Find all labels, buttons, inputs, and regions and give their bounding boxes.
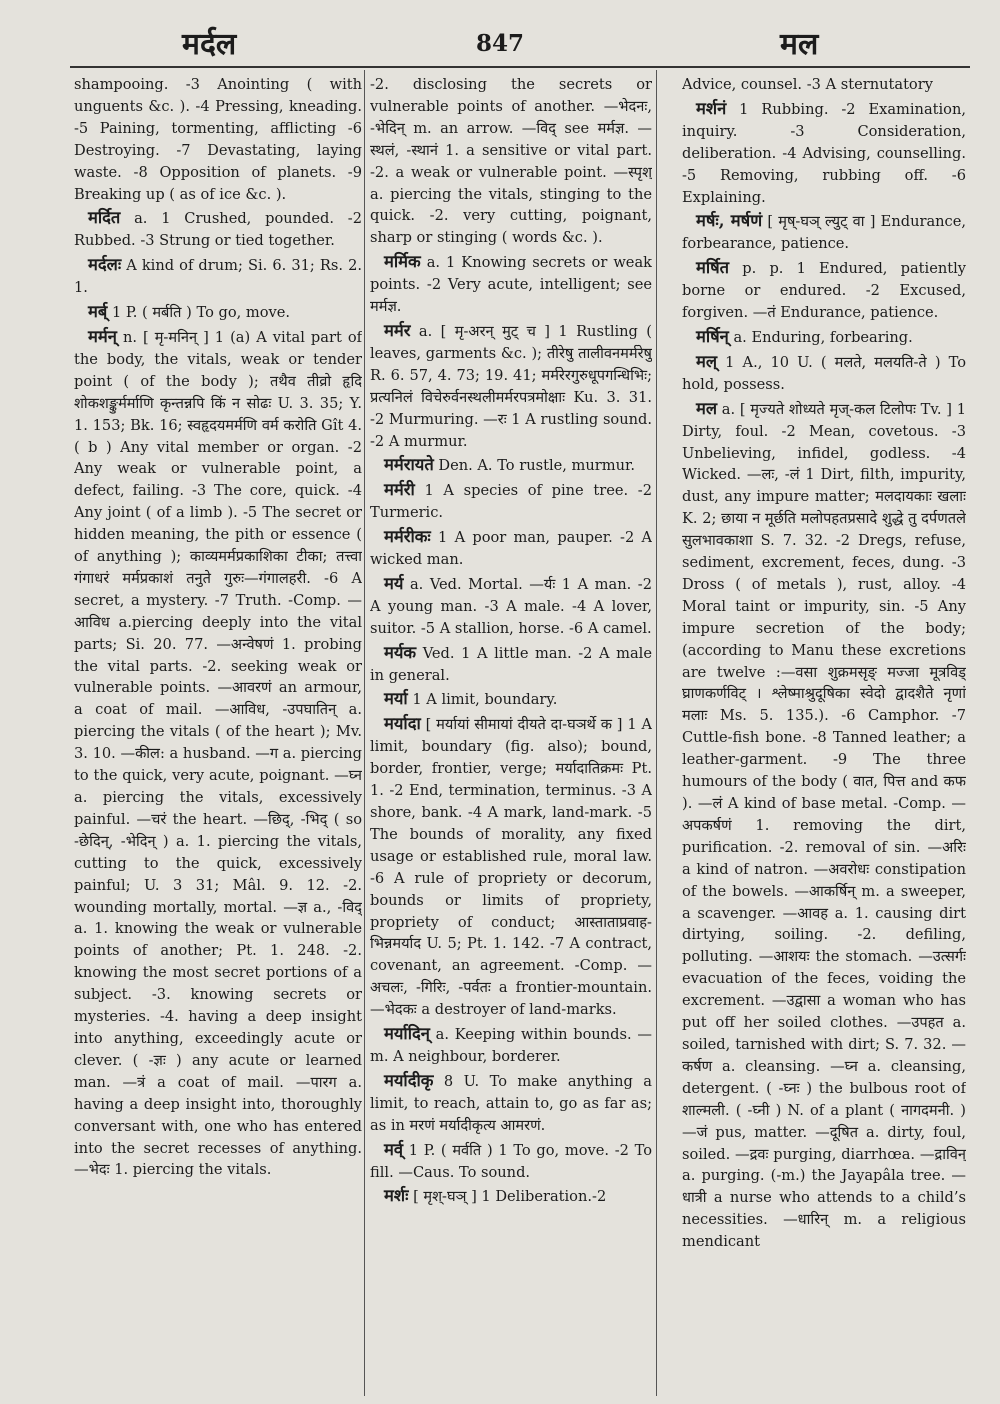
entry-text: -2. disclosing the secrets or vulnerable points of another. —भेदनः, -भेदिन् m. an arrow. —विद् see मर्मज्ञ. —स्थलं, -स्थानं 1. a sensitive or vital part. -2. a weak or vulnerable point. —स्पृश् a. piercing the vitals, stinging to the quick. -2. very cutting, poignant, sharp or stinging ( words &c. ). xyxy=(370,76,652,247)
dictionary-entry xyxy=(74,326,362,1181)
entry-headword: मर्शः xyxy=(384,1186,409,1206)
entry-headword: मर्दलः xyxy=(88,255,122,275)
entry-text: p. p. 1 Endured, patiently borne or endured. -2 Excused, forgiven. —तं Endurance, patience. xyxy=(682,260,966,322)
entry-headword: मल् xyxy=(696,351,718,371)
entry-text: Advice, counsel. -3 A sternutatory xyxy=(682,76,933,93)
running-head-right: मल xyxy=(780,27,819,62)
entry-text: n. [ मृ-मनिन् ] 1 (a) A vital part of the body, the vitals, weak or tender point ( of the body ); तथैव तीव्रो हृदि शोकशङ्कुर्मर्माणि कृन्तन्नपि किं न सोढः U. 3. 35; Y. 1. 153; Bk. 16; स्वहृदयमर्मणि वर्म करोति Gît 4. ( b ) Any vital member or organ. -2 Any weak or vulnerable point, a defect, failing. -3 The core, quick. -4 Any joint ( of a limb ). -5 The secret or hidden meaning, the pith or essence ( of anything ); काव्यमर्मप्रकाशिका टीका; तत्त्वा गंगाधरं मर्मप्रकाशं तनुते गुरुः—गंगालहरी. -6 A secret, a mystery. -7 Truth. -Comp. —आविध a.piercing deeply into the vital parts; Si. 20. 77. —अन्वेषणं 1. probing the vital parts. -2. seeking weak or vulnerable points. —आवरणं an armour, a coat of mail. —आविध, -उपघातिन् a. piercing the vitals ( of the heart ); Mv. 3. 10. —कील: a husband. —ग a. piercing to the quick, very acute, poignant. —घ्न a. piercing the vitals, excessively painful. —चरं the heart. —छिद्, -भिद् ( so -छेदिन्, -भेदिन् ) a. 1. piercing the vitals, cutting to the quick, excessively painful; U. 3 31; Mâl. 9. 12. -2. wounding mortally, mortal. —ज्ञ a., -विद् a. 1. knowing the weak or vulnerable points of another; Pt. 1. 248. -2. knowing the most secret portions of a subject. -3. knowing secrets or mysteries. -4. having a deep insight into anything, exceedingly acute or clever. ( -ज्ञः ) any acute or learned man. —त्रं a coat of mail. —पारग a. having a deep insight into, thoroughly conversant with, one who has entered into the secret recesses of anything. —भेदः 1. piercing the vitals. xyxy=(74,328,362,1179)
entry-headword: मर्यादिन् xyxy=(384,1024,430,1044)
entry-text: a. 1 Crushed, pounded. -2 Rubbed. -3 Strung or tied together. xyxy=(74,210,362,250)
entry-text: 1 A limit, boundary. xyxy=(412,691,558,709)
entry-headword: मर्मरीकः xyxy=(384,527,431,547)
entry-headword: मर्यक xyxy=(384,642,417,662)
dictionary-entry xyxy=(370,320,652,452)
dictionary-entry xyxy=(682,98,966,209)
column-1 xyxy=(74,74,362,1394)
dictionary-entry xyxy=(682,74,966,96)
entry-headword: मर्षः, मर्षणं xyxy=(696,211,763,231)
entry-text: [ मृष्-घञ् ल्युट् वा ] Endurance, forbearance, patience. xyxy=(682,213,966,253)
dictionary-entry xyxy=(370,526,652,571)
entry-headword: मर्यादीकृ xyxy=(384,1070,434,1090)
entry-headword: मर्शनं xyxy=(696,98,727,118)
entry-text: a. Keeping within bounds. —m. A neighbour, borderer. xyxy=(370,1026,652,1065)
dictionary-entry xyxy=(370,1139,652,1184)
entry-headword: मर्षिन् xyxy=(696,326,729,346)
entry-headword: मर्मर xyxy=(384,320,411,340)
entry-text: a. [ मृ-अरन् मुट् च ] 1 Rustling ( leaves, garments &c. ); तीरेषु तालीवनमर्मरेषु R. 6. 57, 4. 73; 19. 41; मर्मरेरगुरुधूपगन्धिभिः; प्रत्यनिलं विचेरुर्वनस्थलीमर्मरपत्रमोक्षाः Ku. 3. 31. -2 Murmuring. —रः 1 A rustling sound. -2 A murmur. xyxy=(370,322,652,450)
dictionary-entry xyxy=(74,207,362,252)
dictionary-entry xyxy=(74,74,362,205)
entry-headword: मर्मरायते xyxy=(384,455,434,475)
entry-headword: मर्मन् xyxy=(88,326,117,346)
dictionary-entry xyxy=(370,1070,652,1137)
dictionary-entry xyxy=(370,713,652,1021)
dictionary-entry xyxy=(370,479,652,524)
dictionary-entry xyxy=(370,688,652,711)
entry-text: [ मृश्-घञ् ] 1 Deliberation.-2 xyxy=(413,1188,607,1206)
entry-headword: मर्यादा xyxy=(384,714,421,734)
dictionary-entry xyxy=(370,642,652,687)
dictionary-entry xyxy=(370,573,652,640)
entry-text: 1 A., 10 U. ( मलते, मलयति-ते ) To hold, possess. xyxy=(682,353,966,393)
dictionary-entry xyxy=(370,454,652,477)
entry-text: 1 P. ( मर्वति ) 1 To go, move. -2 To fill. —Caus. To sound. xyxy=(370,1141,652,1181)
running-head-left: मर्दल xyxy=(182,27,237,62)
entry-headword: मर्या xyxy=(384,689,408,709)
dictionary-entry xyxy=(370,74,652,249)
entry-text: [ मर्यायां सीमायां दीयते दा-घञर्थे क ] 1 A limit, boundary (fig. also); bound, border, frontier, verge; मर्यादातिक्रमः Pt. 1. -2 End, termination, terminus. -3 A shore, bank. -4 A mark, land-mark. -5 The bounds of morality, any fixed usage or established rule, moral law. -6 A rule of propriety or decorum, bounds or limits of propriety, propriety of conduct; आस्ताताप्रवाह-भिन्नमर्याद U. 5; Pt. 1. 142. -7 A contract, covenant, an agreement. -Comp. —अचलः, -गिरिः, -पर्वतः a frontier-mountain. —भेदकः a destroyer of land-marks. xyxy=(370,716,652,1019)
dictionary-entry xyxy=(682,257,966,324)
column-divider xyxy=(656,70,657,1396)
entry-headword: मर्ब् xyxy=(88,302,108,322)
entry-text: 1 P. ( मर्बति ) To go, move. xyxy=(111,304,291,322)
entry-text: A kind of drum; Si. 6. 31; Rs. 2. 1. xyxy=(74,257,362,297)
entry-text: a. Ved. Mortal. —र्यः 1 A man. -2 A young man. -3 A male. -4 A lover, suitor. -5 A stallion, horse. -6 A camel. xyxy=(370,575,652,637)
entry-text: shampooing. -3 Anointing ( with unguents &c. ). -4 Pressing, kneading. -5 Paining, tormenting, afflicting -6 Destroying. -7 Devastating, laying waste. -8 Opposition of planets. -9 Breaking up ( as of ice &c. ). xyxy=(74,76,362,203)
entry-headword: मर्दित xyxy=(88,208,121,228)
entry-text: 8 U. To make anything a limit, to reach, attain to, go as far as; as in मरणं मर्यादीकृत्य आमरणं. xyxy=(370,1072,652,1134)
dictionary-entry xyxy=(682,398,966,1253)
dictionary-entry xyxy=(682,210,966,255)
entry-headword: मल xyxy=(696,398,718,418)
header-rule xyxy=(70,66,970,68)
entry-headword: मर्मिक xyxy=(384,252,421,272)
column-divider xyxy=(364,70,365,1396)
entry-text: 1 A poor man, pauper. -2 A wicked man. xyxy=(370,529,652,569)
dictionary-entry xyxy=(370,251,652,318)
entry-text: 1 A species of pine tree. -2 Turmeric. xyxy=(370,482,652,522)
entry-text: Den. A. To rustle, murmur. xyxy=(438,457,636,475)
entry-text: Ved. 1 A little man. -2 A male in general. xyxy=(370,644,652,684)
column-3 xyxy=(682,74,966,1394)
entry-text: a. [ मृज्यते शोध्यते मृज्-कल टिलोपः Tv. ] 1 Dirty, foul. -2 Mean, covetous. -3 Unbelieving, infidel, godless. -4 Wicked. —लः, -लं 1 Dirt, filth, impurity, dust, any impure matter; मलदायकाः खलाः K. 2; छाया न मूर्छति मलोपहतप्रसादे शुद्धे तु दर्पणतले सुलभावकाशा S. 7. 32. -2 Dregs, refuse, sediment, excrement, feces, dung. -3 Dross ( of metals ), rust, alloy. -4 Moral taint or impurity, sin. -5 Any impure secretion of the body; (according to Manu these excretions are twelve :—वसा शुक्रमसृङ् मज्जा मूत्रविड् घ्राणकर्णविट् । श्लेष्माश्रुदूषिका स्वेदो द्वादशैते नृणां मलाः Ms. 5. 135.). -6 Camphor. -7 Cuttle-fish bone. -8 Tanned leather; a leather-garment. -9 The three humours of the body ( वात, पित्त and कफ ). —लं A kind of base metal. -Comp. —अपकर्षणं 1. removing the dirt, purification. -2. removal of sin. —अरिः a kind of natron. —अवरोधः constipation of the bowels. —आकर्षिन् m. a sweeper, a scavenger. —आवह a. 1. causing dirt dirtying, soiling. -2. defiling, polluting. —आशयः the stomach. —उत्सर्गः evacuation of the feces, voiding the excrement. —उद्वासा a woman who has put off her soiled clothes. —उपहत a. soiled, tarnished with dirt; S. 7. 32. —कर्षण a. cleansing. —घ्न a. cleansing, detergent. ( -घ्नः ) the bulbous root of शाल्मली. ( -घ्नी ) N. of a plant ( नागदमनी. ) —जं pus, matter. —दूषित a. dirty, foul, soiled. —द्रवः purging, diarrhœa. —द्राविन् a. purging. (-m.) the Jayapâla tree. —धात्री a nurse who attends to a child’s necessities. —धारिन् m. a religious mendicant xyxy=(682,400,966,1251)
entry-headword: मर्मरी xyxy=(384,480,415,500)
dictionary-entry xyxy=(682,351,966,396)
dictionary-entry xyxy=(370,1185,652,1208)
dictionary-entry xyxy=(370,1023,652,1068)
column-2 xyxy=(370,74,652,1394)
dictionary-entry xyxy=(682,326,966,349)
entry-headword: मर्य xyxy=(384,573,404,593)
entry-text: 1 Rubbing. -2 Examination, inquiry. -3 Consideration, deliberation. -4 Advising, counselling. -5 Removing, rubbing off. -6 Explaining. xyxy=(682,100,966,206)
entry-headword: मर्व् xyxy=(384,1139,404,1159)
entry-text: a. Enduring, forbearing. xyxy=(733,328,913,346)
dictionary-entry xyxy=(74,301,362,324)
page-number: 847 xyxy=(475,30,524,57)
entry-headword: मर्षित xyxy=(696,258,730,278)
dictionary-entry xyxy=(74,254,362,299)
entry-text: a. 1 Knowing secrets or weak points. -2 Very acute, intelligent; see मर्मज्ञ. xyxy=(370,254,652,316)
